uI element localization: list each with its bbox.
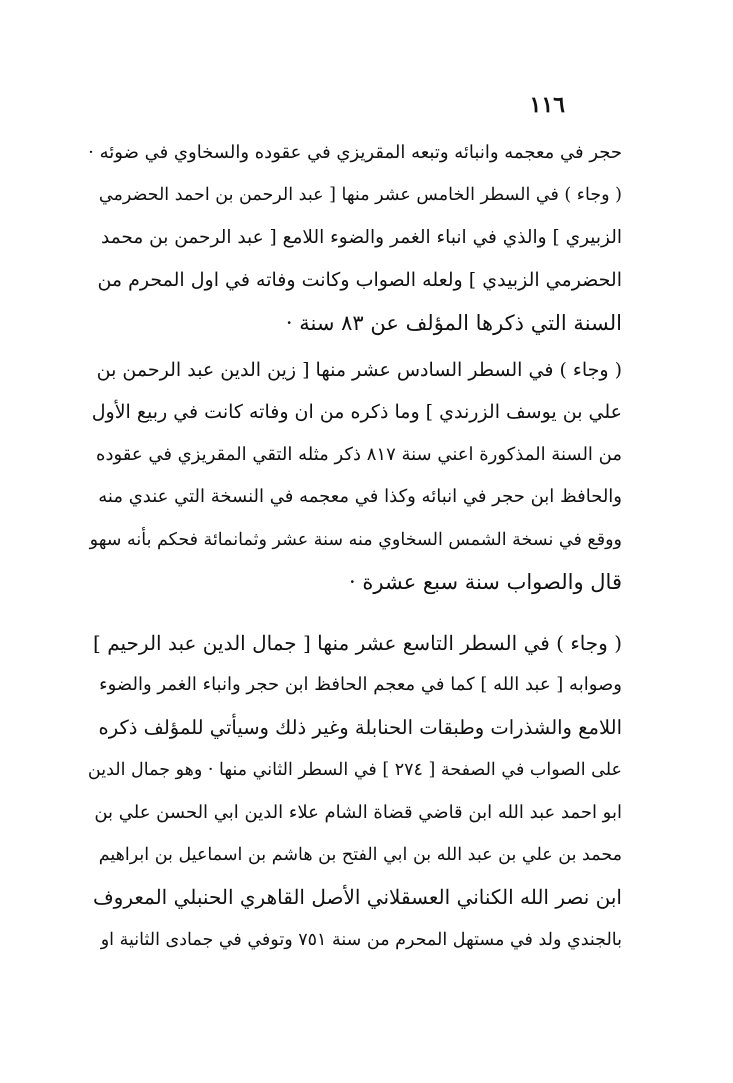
paragraph-1 xyxy=(88,132,622,344)
text-line: ووقع في نسخة الشمس السخاوي منه سنة عشر وثمانمائة فحكم بأنه سهو xyxy=(89,529,622,550)
text-line: الزبيري ] والذي في انباء الغمر والضوء اللامع [ عبد الرحمن بن محمد xyxy=(101,226,622,248)
text-line: وصوابه [ عبد الله ] كما في معجم الحافظ ابن حجر وانباء الغمر والضوء xyxy=(99,674,622,696)
text-line: ( وجاء ) في السطر التاسع عشر منها [ جمال الدين عبد الرحيم ] xyxy=(93,631,622,655)
page-number: ١١٦ xyxy=(529,92,565,118)
text-line: اللامع والشذرات وطبقات الحنابلة وغير ذلك وسيأتي للمؤلف ذكره xyxy=(98,715,622,739)
text-line: على الصواب في الصفحة [ ٢٧٤ ] في السطر الثاني منها · وهو جمال الدين xyxy=(88,760,622,781)
text-line: علي بن يوسف الزرندي ] وما ذكره من ان وفاته كانت في ربيع الأول xyxy=(91,401,622,424)
text-line: ابن نصر الله الكناني العسقلاني الأصل القاهري الحنبلي المعروف xyxy=(92,885,622,910)
text-line: حجر في معجمه وانبائه وتبعه المقريزي في عقوده والسخاوي في ضوئه · xyxy=(88,142,622,163)
text-line: السنة التي ذكرها المؤلف عن ٨٣ سنة · xyxy=(285,310,622,335)
text-line: قال والصواب سنة سبع عشرة · xyxy=(349,569,622,594)
paragraph-3 xyxy=(88,622,622,961)
text-line: ( وجاء ) في السطر السادس عشر منها [ زين الدين عبد الرحمن بن xyxy=(96,359,622,381)
text-line: والحافظ ابن حجر في انبائه وكذا في معجمه في النسخة التي عندي منه xyxy=(98,486,622,508)
text-line: ابو احمد عبد الله ابن قاضي قضاة الشام علاء الدين ابي الحسن علي بن xyxy=(94,801,622,823)
text-line: ( وجاء ) في السطر الخامس عشر منها [ عبد الرحمن بن احمد الحضرمي xyxy=(98,185,622,206)
text-line: من السنة المذكورة اعني سنة ٨١٧ ذكر مثله التقي المقريزي في عقوده xyxy=(96,443,622,465)
text-line: محمد بن علي بن عبد الله بن ابي الفتح بن هاشم بن اسماعيل بن ابراهيم xyxy=(98,844,622,865)
text-line: بالجندي ولد في مستهل المحرم من سنة ٧٥١ وتوفي في جمادى الثانية او xyxy=(100,929,622,950)
paragraph-2 xyxy=(88,349,622,603)
text-line: الحضرمي الزبيدي ] ولعله الصواب وكانت وفاته في اول المحرم من xyxy=(97,269,622,292)
